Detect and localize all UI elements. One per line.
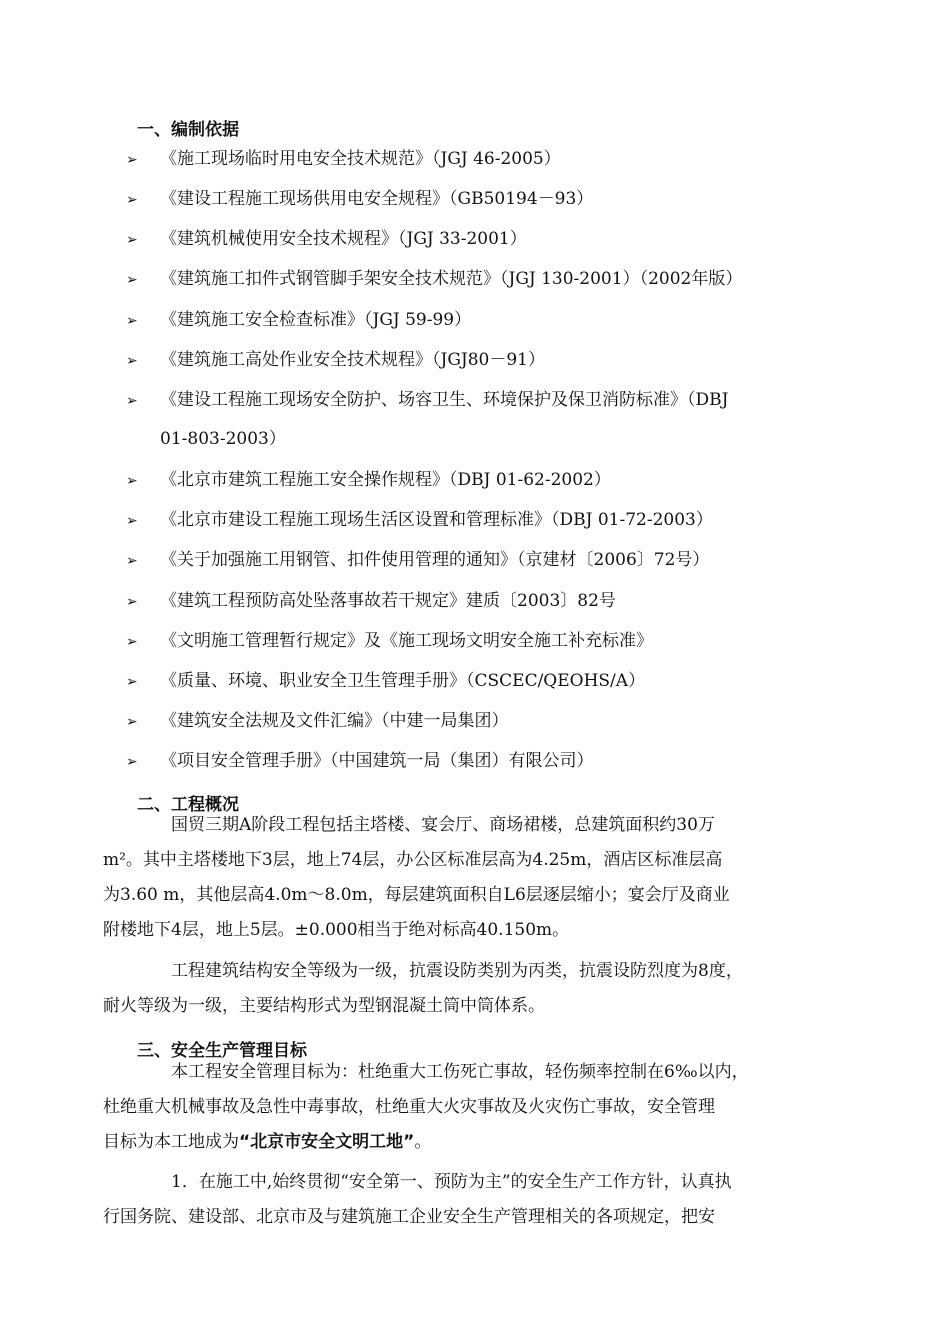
reference-item (126, 545, 846, 570)
reference-text: 《建设工程施工现场供用电安全规程》（GB50194－93） (160, 189, 594, 209)
arrow-bullet-icon: ➢ (126, 594, 138, 610)
overview-paragraph-1 (103, 808, 831, 948)
paragraph-line: 国贸三期A阶段工程包括主塔楼、宴会厅、商场裙楼，总建筑面积约30万 (171, 815, 715, 835)
arrow-bullet-icon: ➢ (126, 513, 138, 529)
reference-item (126, 465, 846, 490)
reference-item (126, 264, 846, 289)
reference-item (126, 184, 846, 209)
arrow-bullet-icon: ➢ (126, 393, 138, 409)
paragraph-line: 为3.60 m，其他层高4.0m～8.0m，每层建筑面积自L6层逐层缩小；宴会厅及商业 (103, 885, 730, 905)
paragraph-line: 附楼地下4层，地上5层。±0.000相当于绝对标高40.150m。 (103, 920, 570, 940)
section-heading-safety-goals: 三、安全生产管理目标 (137, 1041, 307, 1061)
arrow-bullet-icon: ➢ (126, 634, 138, 650)
arrow-bullet-icon: ➢ (126, 353, 138, 369)
reference-text: 《北京市建筑工程施工安全操作规程》（DBJ 01-62-2002） (160, 470, 611, 490)
reference-item (126, 586, 846, 611)
paragraph-line: m²。其中主塔楼地下3层，地上74层，办公区标准层高为4.25m，酒店区标准层高 (103, 850, 723, 870)
reference-text: 《建筑工程预防高处坠落事故若干规定》建质〔2003〕82号 (160, 591, 616, 611)
paragraph-line: 杜绝重大机械事故及急性中毒事故，杜绝重大火灾事故及火灾伤亡事故，安全管理 (103, 1097, 715, 1117)
paragraph-line: 行国务院、建设部、北京市及与建筑施工企业安全生产管理相关的各项规定，把安 (103, 1207, 715, 1227)
paragraph-line: 本工程安全管理目标为：杜绝重大工伤死亡事故，轻伤频率控制在6‰以内， (171, 1062, 749, 1082)
reference-text: 《关于加强施工用钢管、扣件使用管理的通知》（京建材〔2006〕72号） (160, 550, 710, 570)
section-heading-overview: 二、工程概况 (137, 795, 239, 815)
arrow-bullet-icon: ➢ (126, 473, 138, 489)
reference-item (126, 706, 846, 731)
reference-text: 《施工现场临时用电安全技术规范》（JGJ 46-2005） (160, 149, 561, 169)
section-heading-basis: 一、编制依据 (137, 120, 239, 140)
arrow-bullet-icon: ➢ (126, 674, 138, 690)
reference-text: 《建筑施工高处作业安全技术规程》（JGJ80－91） (160, 350, 545, 370)
paragraph-line-last (103, 1125, 831, 1160)
reference-text: 《文明施工管理暂行规定》及《施工现场文明安全施工补充标准》 (160, 631, 653, 651)
arrow-bullet-icon: ➢ (126, 714, 138, 730)
safety-goal-paragraph (103, 1055, 831, 1160)
reference-item (126, 626, 846, 651)
reference-item (126, 224, 846, 249)
paragraph-line: 工程建筑结构安全等级为一级，抗震设防类别为丙类，抗震设防烈度为8度， (171, 961, 743, 981)
goal-text-prefix: 目标为本工地成为 (103, 1132, 239, 1152)
paragraph-line: 耐火等级为一级，主要结构形式为型钢混凝土筒中筒体系。 (103, 996, 545, 1016)
reference-item (126, 746, 846, 771)
arrow-bullet-icon: ➢ (126, 192, 138, 208)
reference-item (126, 505, 846, 530)
reference-item (126, 305, 846, 330)
arrow-bullet-icon: ➢ (126, 313, 138, 329)
reference-text: 《建筑机械使用安全技术规程》（JGJ 33-2001） (160, 229, 527, 249)
reference-text: 《项目安全管理手册》（中国建筑一局（集团）有限公司） (160, 751, 594, 771)
arrow-bullet-icon: ➢ (126, 272, 138, 288)
reference-item (126, 144, 846, 169)
reference-text: 《建设工程施工现场安全防护、场容卫生、环境保护及保卫消防标准》（DBJ (160, 390, 729, 410)
arrow-bullet-icon: ➢ (126, 152, 138, 168)
goal-text-suffix: 。 (414, 1132, 432, 1152)
arrow-bullet-icon: ➢ (126, 553, 138, 569)
reference-continuation: 01-803-2003） (160, 429, 286, 449)
reference-item (126, 385, 846, 410)
reference-text: 《建筑施工安全检查标准》（JGJ 59-99） (160, 310, 472, 330)
reference-item (126, 666, 846, 691)
safety-policy-paragraph (103, 1165, 831, 1235)
reference-text: 《建筑施工扣件式钢管脚手架安全技术规范》（JGJ 130-2001）（2002年版） (160, 269, 743, 289)
arrow-bullet-icon: ➢ (126, 232, 138, 248)
paragraph-line: 1．在施工中,始终贯彻“安全第一、预防为主”的安全生产工作方针，认真执 (171, 1172, 732, 1192)
reference-text: 《建筑安全法规及文件汇编》（中建一局集团） (160, 711, 509, 731)
reference-text: 《北京市建设工程施工现场生活区设置和管理标准》（DBJ 01-72-2003） (160, 510, 713, 530)
reference-text: 《质量、环境、职业安全卫生管理手册》（CSCEC/QEOHS/A） (160, 671, 646, 691)
goal-emphasis: “北京市安全文明工地” (239, 1132, 415, 1152)
overview-paragraph-2 (103, 954, 831, 1024)
arrow-bullet-icon: ➢ (126, 754, 138, 770)
reference-item (126, 345, 846, 370)
